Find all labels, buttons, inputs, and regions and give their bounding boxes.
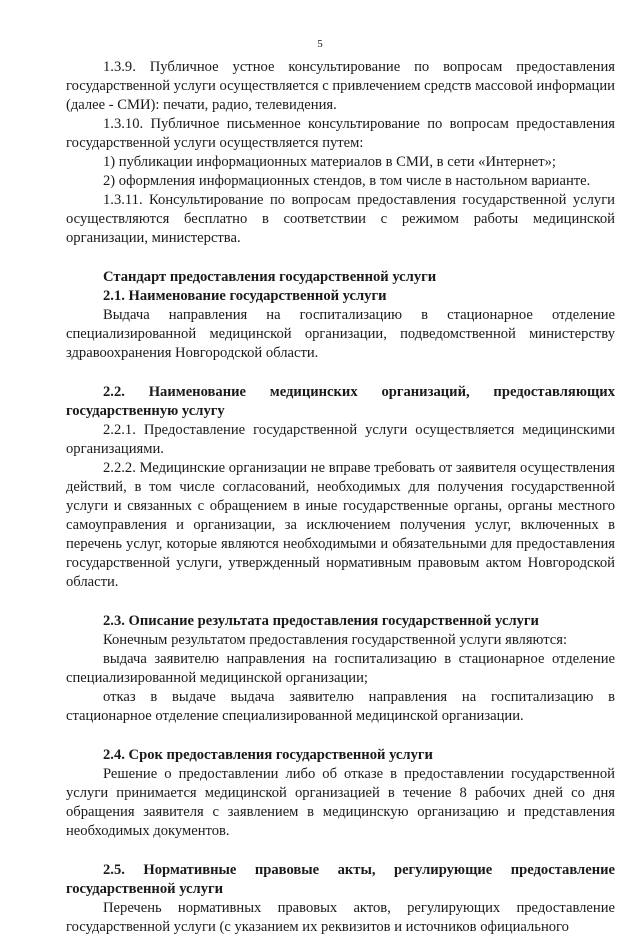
paragraph: 1.3.9. Публичное устное консультирование по вопросам предоставления государственной услуги осуществляется с привлечением средств массовой информации (далее - СМИ): печати, радио, телевидения.	[66, 59, 615, 113]
section-heading: Стандарт предоставления государственной услуги	[103, 269, 437, 285]
paragraph: 2) оформления информационных стендов, в том числе в настольном варианте.	[103, 173, 591, 189]
paragraph: Конечным результатом предоставления государственной услуги являются:	[103, 632, 568, 648]
paragraph: выдача заявителю направления на госпитализацию в стационарное отделение специализированной медицинской организации;	[66, 651, 615, 686]
spacer	[66, 363, 615, 383]
paragraph: Перечень нормативных правовых актов, регулирующих предоставление государственной услуги (с указанием их реквизитов и источников официального	[66, 900, 615, 935]
section-heading: 2.2. Наименование медицинских организаций, предоставляющих государственную услугу	[66, 384, 615, 419]
paragraph: 2.2.1. Предоставление государственной услуги осуществляется медицинскими организациями.	[66, 422, 615, 457]
section-heading: 2.4. Срок предоставления государственной услуги	[103, 747, 433, 763]
spacer	[66, 726, 615, 746]
spacer	[66, 248, 615, 268]
document-body	[66, 58, 615, 937]
paragraph: 1.3.11. Консультирование по вопросам предоставления государственной услуги осуществляются бесплатно в соответствии с режимом работы медицинской организации, министерства.	[66, 192, 615, 246]
paragraph: Решение о предоставлении либо об отказе в предоставлении государственной услуги принимается медицинской организацией в течение 8 рабочих дней со дня обращения заявителя с заявлением в медицинскую организацию и представления необходимых документов.	[66, 766, 615, 839]
spacer	[66, 592, 615, 612]
section-heading: 2.3. Описание результата предоставления государственной услуги	[103, 613, 539, 629]
paragraph: 1.3.10. Публичное письменное консультирование по вопросам предоставления государственной услуги осуществляется путем:	[66, 116, 615, 151]
paragraph: отказ в выдаче выдача заявителю направления на госпитализацию в стационарное отделение специализированной медицинской организации.	[66, 689, 615, 724]
section-heading: 2.1. Наименование государственной услуги	[103, 288, 387, 304]
paragraph: Выдача направления на госпитализацию в стационарное отделение специализированной медицинской организации, подведомственной министерству здравоохранения Новгородской области.	[66, 307, 615, 361]
section-heading: 2.5. Нормативные правовые акты, регулирующие предоставление государственной услуги	[66, 862, 615, 897]
paragraph: 2.2.2. Медицинские организации не вправе требовать от заявителя осуществления действий, в том числе согласований, необходимых для получения государственной услуги и связанных с обращением в иные государственные органы, органы местного самоуправления и организации, за исключением получения услуг, включенных в перечень услуг, которые являются необходимыми и обязательными для предоставления государственной услуги, утвержденный нормативным правовым актом Новгородской области.	[66, 460, 615, 590]
spacer	[66, 841, 615, 861]
page-number: 5	[317, 38, 323, 50]
paragraph: 1) публикации информационных материалов в СМИ, в сети «Интернет»;	[103, 154, 556, 170]
